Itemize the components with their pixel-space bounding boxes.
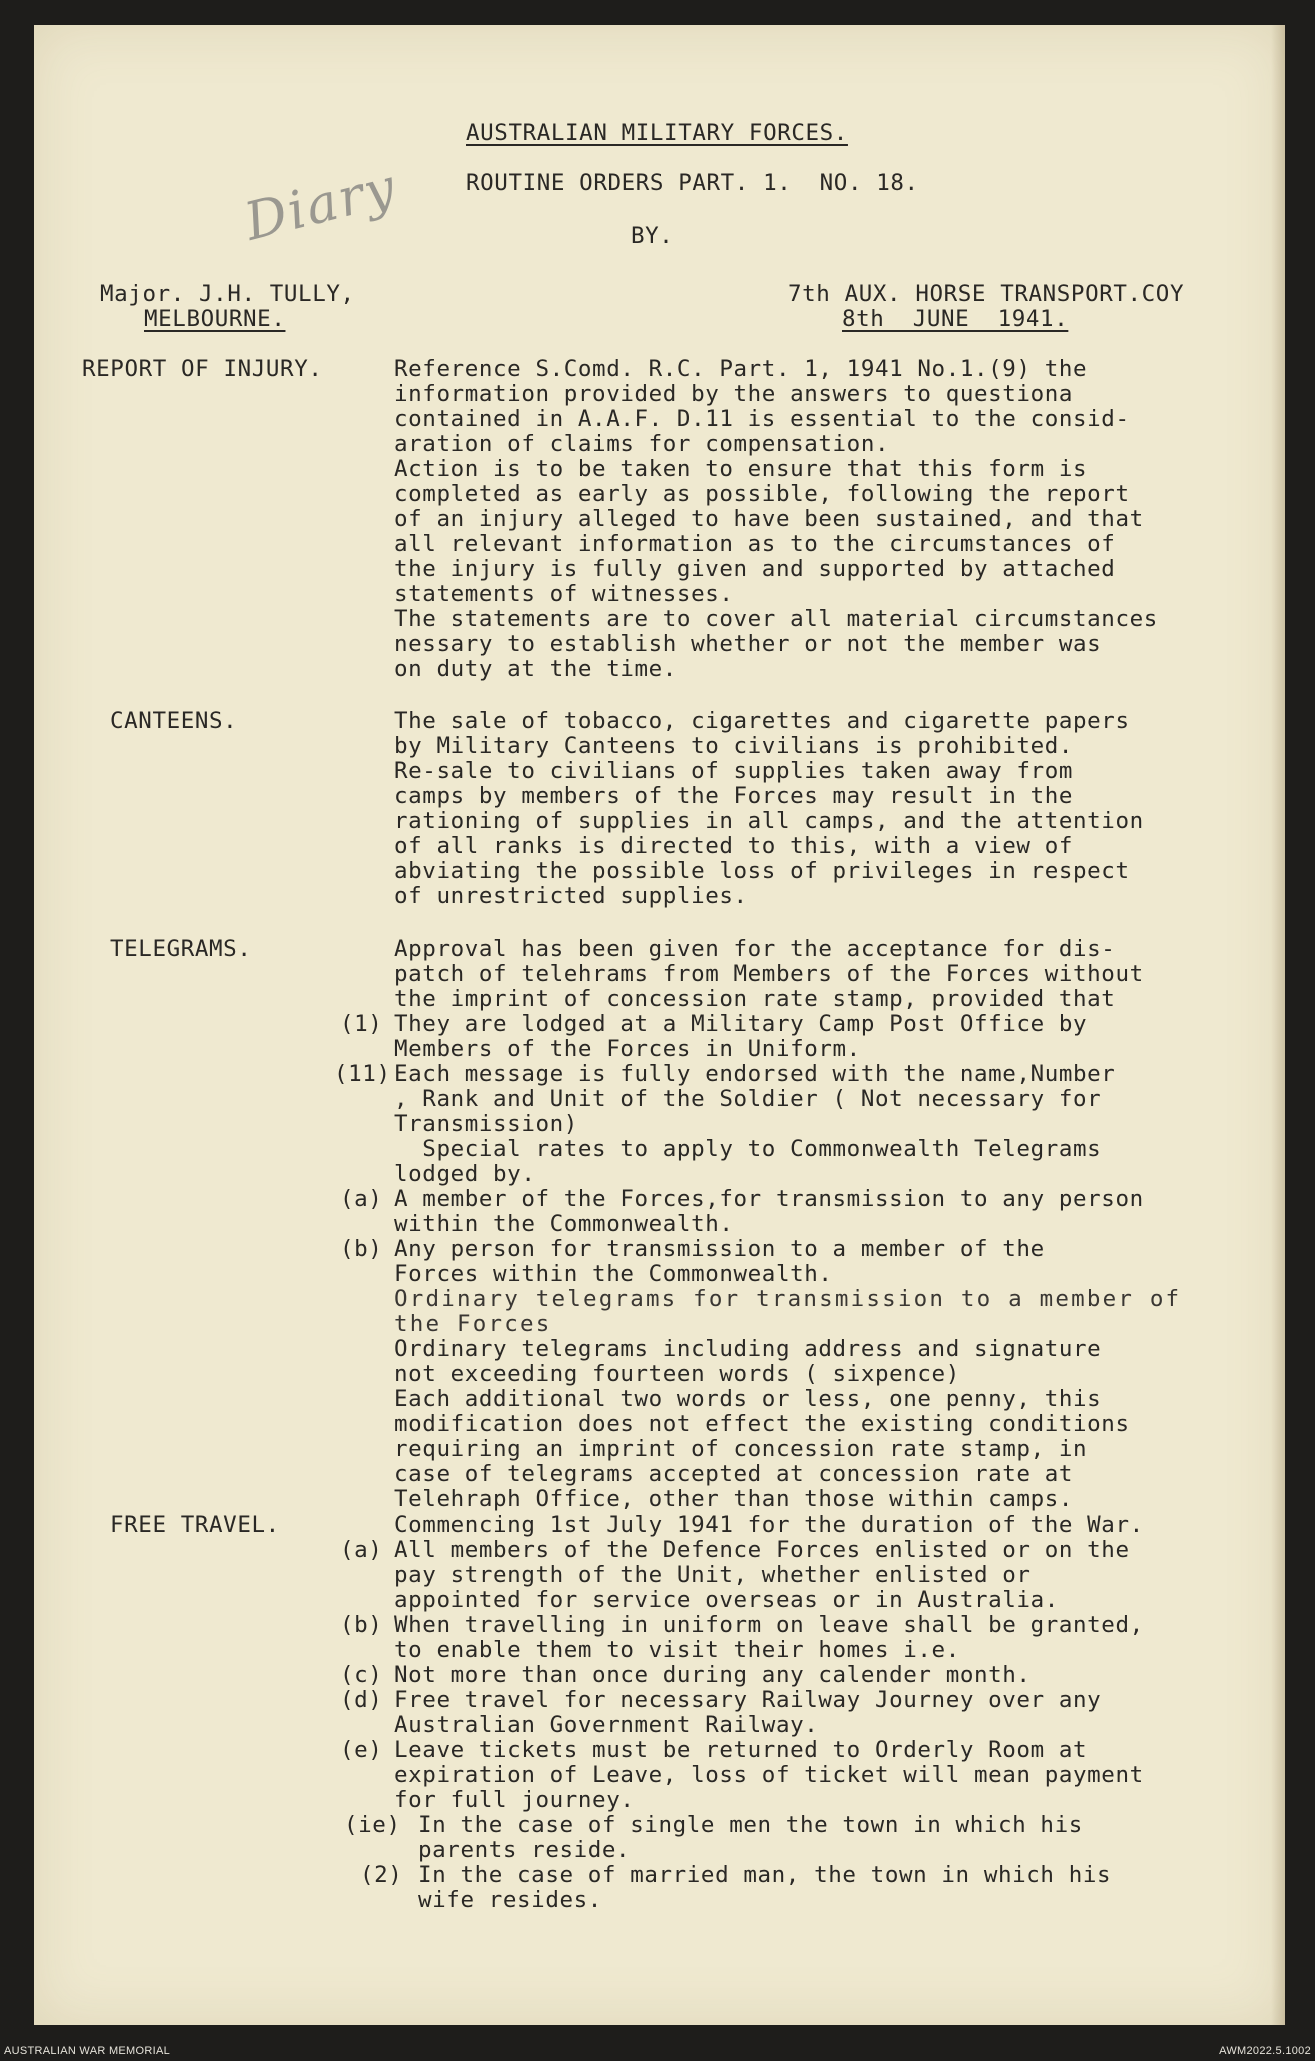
body-line: Not more than once during any calender month. <box>394 1662 1031 1688</box>
body-line: contained in A.A.F. D.11 is essential to the consid- <box>394 406 1130 432</box>
body-line: Reference S.Comd. R.C. Part. 1, 1941 No.1.(9) the <box>394 356 1088 382</box>
body-line: statements of witnesses. <box>394 581 734 607</box>
body-line: The sale of tobacco, cigarettes and cigarette papers <box>394 708 1130 734</box>
heading-telegrams: TELEGRAMS. <box>110 936 252 962</box>
body-line: the imprint of concession rate stamp, provided that <box>394 986 1116 1012</box>
body-line: Each additional two words or less, one penny, this <box>394 1386 1102 1412</box>
body-line: When travelling in uniform on leave shall be granted, <box>394 1612 1144 1638</box>
item-marker: (e) <box>340 1737 383 1763</box>
heading-canteens: CANTEENS. <box>110 708 238 734</box>
body-line: Australian Government Railway. <box>394 1712 819 1738</box>
body-line: wife resides. <box>418 1887 602 1913</box>
body-line: nessary to establish whether or not the member was <box>394 631 1102 657</box>
body-line: within the Commonwealth. <box>394 1211 734 1237</box>
heading-free-travel: FREE TRAVEL. <box>110 1512 280 1538</box>
body-line: information provided by the answers to questiona <box>394 381 1074 407</box>
body-line: Re-sale to civilians of supplies taken away from <box>394 758 1074 784</box>
body-line: The statements are to cover all material circumstances <box>394 606 1158 632</box>
body-line: Telehraph Office, other than those within camps. <box>394 1486 1074 1512</box>
unit-name: 7th AUX. HORSE TRANSPORT.COY <box>788 281 1185 307</box>
body-line: of all ranks is directed to this, with a view of <box>394 833 1074 859</box>
body-line: Ordinary telegrams including address and signature <box>394 1336 1102 1362</box>
item-marker: (11) <box>334 1061 391 1087</box>
body-line: on duty at the time. <box>394 656 677 682</box>
body-line: case of telegrams accepted at concession rate at <box>394 1461 1074 1487</box>
issuer-location: MELBOURNE. <box>144 306 286 332</box>
item-marker: (a) <box>340 1537 383 1563</box>
body-line: of an injury alleged to have been sustained, and that <box>394 506 1144 532</box>
document-page <box>34 25 1285 2025</box>
body-line: parents reside. <box>418 1837 631 1863</box>
body-line: Any person for transmission to a member of the <box>394 1236 1045 1262</box>
body-line: expiration of Leave, loss of ticket will mean payment <box>394 1762 1144 1788</box>
body-line: They are lodged at a Military Camp Post Office by <box>394 1011 1088 1037</box>
body-line: , Rank and Unit of the Soldier ( Not necessary for <box>394 1086 1102 1112</box>
body-line: Forces within the Commonwealth. <box>394 1261 833 1287</box>
item-marker: (a) <box>340 1186 383 1212</box>
footer-item-id: AWM2022.5.1002 <box>1219 2045 1311 2057</box>
item-marker: (c) <box>340 1662 383 1688</box>
body-line: lodged by. <box>394 1161 536 1187</box>
body-line: In the case of married man, the town in which his <box>418 1862 1112 1888</box>
item-marker: (1) <box>340 1011 383 1037</box>
body-line: Transmission) <box>394 1111 578 1137</box>
handwritten-note: Diary <box>239 157 403 253</box>
body-line: Free travel for necessary Railway Journey over any <box>394 1687 1102 1713</box>
body-line: Action is to be taken to ensure that this form is <box>394 456 1088 482</box>
body-line: patch of telehrams from Members of the Forces without <box>394 961 1144 987</box>
body-line: for full journey. <box>394 1787 635 1813</box>
body-line: modification does not effect the existing conditions <box>394 1411 1130 1437</box>
body-line: all relevant information as to the circumstances of <box>394 531 1116 557</box>
struck-line: the Forces <box>394 1311 552 1337</box>
item-marker: (ie) <box>344 1812 401 1838</box>
body-line: Commencing 1st July 1941 for the duration of the War. <box>394 1512 1144 1538</box>
document-by: BY. <box>631 223 674 249</box>
document-date: 8th JUNE 1941. <box>842 306 1069 332</box>
body-line: not exceeding fourteen words ( sixpence) <box>394 1361 960 1387</box>
body-line: Leave tickets must be returned to Orderly Room at <box>394 1737 1088 1763</box>
body-line: aration of claims for compensation. <box>394 431 890 457</box>
struck-line: Ordinary telegrams for transmission to a member of <box>394 1286 1182 1312</box>
body-line: pay strength of the Unit, whether enlisted or <box>394 1562 1031 1588</box>
body-line: of unrestricted supplies. <box>394 883 748 909</box>
item-marker: (d) <box>340 1687 383 1713</box>
body-line: In the case of single men the town in which his <box>418 1812 1083 1838</box>
document-title: AUSTRALIAN MILITARY FORCES. <box>466 120 848 146</box>
body-line: Special rates to apply to Commonwealth Telegrams <box>394 1136 1102 1162</box>
heading-report-of-injury: REPORT OF INJURY. <box>82 356 323 382</box>
body-line: appointed for service overseas or in Australia. <box>394 1587 1059 1613</box>
footer-archive-name: AUSTRALIAN WAR MEMORIAL <box>4 2045 171 2057</box>
body-line: Approval has been given for the acceptance for dis- <box>394 936 1116 962</box>
item-marker: (b) <box>340 1236 383 1262</box>
body-line: to enable them to visit their homes i.e. <box>394 1637 960 1663</box>
item-marker: (b) <box>340 1612 383 1638</box>
item-marker: (2) <box>360 1862 403 1888</box>
body-line: by Military Canteens to civilians is prohibited. <box>394 733 1074 759</box>
body-line: abviating the possible loss of privileges in respect <box>394 858 1130 884</box>
body-line: Each message is fully endorsed with the name,Number <box>394 1061 1116 1087</box>
body-line: the injury is fully given and supported by attached <box>394 556 1116 582</box>
body-line: camps by members of the Forces may result in the <box>394 783 1074 809</box>
body-line: Members of the Forces in Uniform. <box>394 1036 861 1062</box>
issuer-name: Major. J.H. TULLY, <box>100 281 355 307</box>
body-line: A member of the Forces,for transmission to any person <box>394 1186 1144 1212</box>
document-subtitle: ROUTINE ORDERS PART. 1. NO. 18. <box>466 170 919 196</box>
body-line: rationing of supplies in all camps, and the attention <box>394 808 1144 834</box>
body-line: completed as early as possible, following the report <box>394 481 1130 507</box>
body-line: All members of the Defence Forces enlisted or on the <box>394 1537 1130 1563</box>
body-line: requiring an imprint of concession rate stamp, in <box>394 1436 1088 1462</box>
